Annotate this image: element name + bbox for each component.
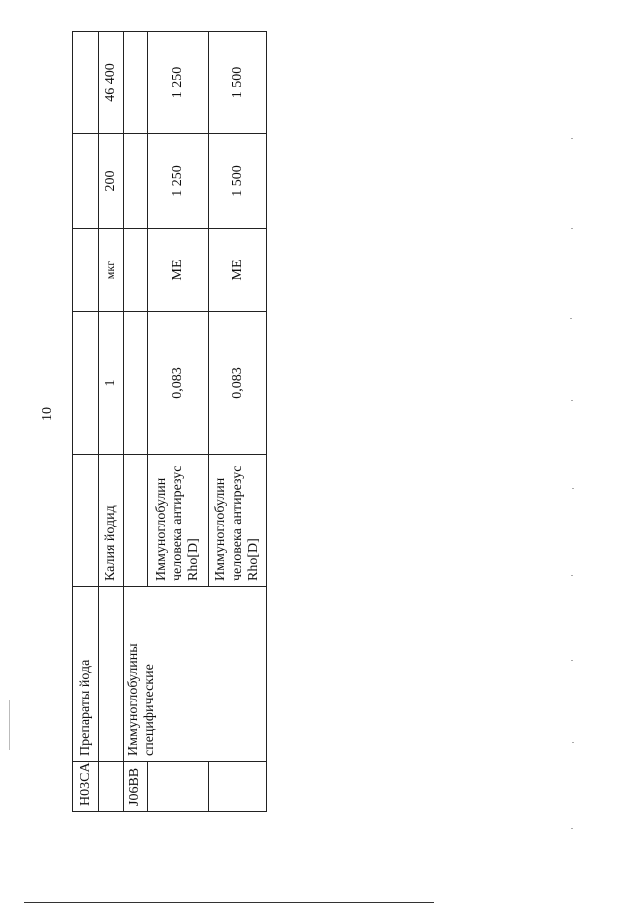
- page-bottom-rule: [24, 902, 434, 903]
- cell-ddd: 1 250: [148, 134, 209, 229]
- cell-dose: [73, 312, 99, 455]
- rotated-table-container: [72, 32, 267, 812]
- cell-unit: мкг: [99, 229, 123, 312]
- cell-code: [148, 762, 209, 812]
- cell-ddd: 200: [99, 134, 123, 229]
- cell-unit: МЕ: [209, 229, 267, 312]
- cell-dose: [123, 312, 147, 455]
- cell-total: 46 400: [99, 32, 123, 134]
- cell-ddd: [73, 134, 99, 229]
- cell-code: H03CA: [73, 762, 99, 812]
- cell-code: [99, 762, 123, 812]
- scan-margin-mark: [9, 700, 10, 750]
- cell-dose: 0,083: [209, 312, 267, 455]
- cell-name: Калия йодид: [99, 455, 123, 587]
- cell-name: [73, 455, 99, 587]
- cell-unit: [123, 229, 147, 312]
- cell-total: 1 250: [148, 32, 209, 134]
- cell-ddd: 1 500: [209, 134, 267, 229]
- cell-ddd: [123, 134, 147, 229]
- cell-name: [123, 455, 147, 587]
- cell-group: Иммуноглобулины специфические: [123, 587, 266, 762]
- cell-total: [123, 32, 147, 134]
- cell-group: Препараты йода: [73, 587, 99, 762]
- cell-total: [73, 32, 99, 134]
- cell-group: [99, 587, 123, 762]
- table-row: [73, 32, 99, 812]
- cell-name: Иммуноглобулин человека антирезус Rho[D]: [209, 455, 267, 587]
- cell-code: [209, 762, 267, 812]
- cell-unit: [73, 229, 99, 312]
- table-row: [123, 32, 147, 812]
- table-row: [99, 32, 123, 812]
- cell-unit: МЕ: [148, 229, 209, 312]
- cell-dose: 1: [99, 312, 123, 455]
- drug-table: [72, 31, 267, 812]
- cell-dose: 0,083: [148, 312, 209, 455]
- cell-total: 1 500: [209, 32, 267, 134]
- cell-code: J06BB: [123, 762, 147, 812]
- page-number: 10: [40, 407, 55, 421]
- cell-name: Иммуноглобулин человека антирезус Rho[D]: [148, 455, 209, 587]
